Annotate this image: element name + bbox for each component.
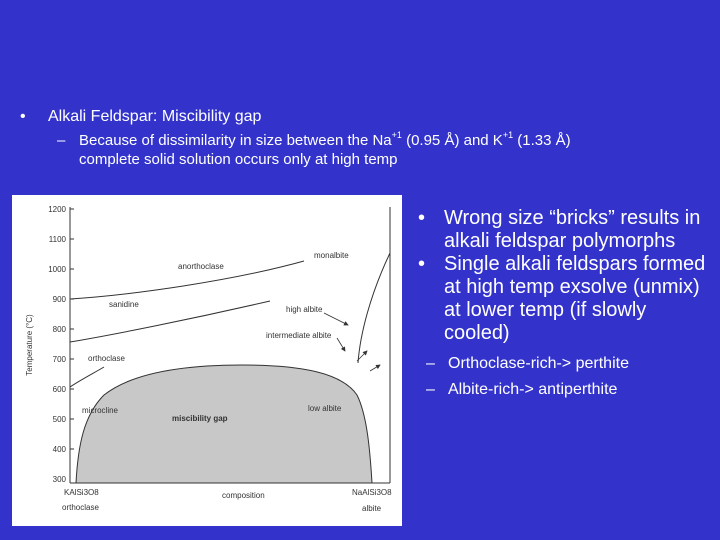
sub-text-after: (1.33 Å): [513, 132, 571, 149]
dash-glyph: –: [426, 381, 435, 398]
x-right-formula: NaAlSi3O8: [352, 488, 392, 497]
label-low-albite: low albite: [308, 404, 342, 413]
label-orthoclase: orthoclase: [88, 354, 125, 363]
y-tick: 300: [52, 475, 66, 484]
x-right-mineral: albite: [362, 504, 382, 513]
y-tick: 400: [52, 445, 66, 454]
main-bullet-text: Alkali Feldspar: Miscibility gap: [48, 108, 262, 125]
bullet-glyph: •: [20, 108, 26, 125]
dash-glyph: –: [57, 132, 66, 149]
sub-text-mid: (0.95 Å) and K: [401, 132, 503, 149]
y-tick: 900: [52, 295, 66, 304]
label-high-albite: high albite: [286, 305, 323, 314]
label-intermediate-albite: intermediate albite: [266, 331, 332, 340]
y-tick: 1000: [48, 265, 66, 274]
boundary-sanidine-orthoclase: [70, 301, 270, 342]
y-tick: 800: [52, 325, 66, 334]
y-tick: 500: [52, 415, 66, 424]
right-bullet-1-text: Wrong size “bricks” results in alkali feldspar polymorphs: [444, 207, 701, 252]
right-bullet-2: [418, 253, 713, 345]
phase-diagram: [12, 195, 402, 526]
y-tick: 700: [52, 355, 66, 364]
bullet-glyph: •: [418, 207, 426, 229]
y-tick: 600: [52, 385, 66, 394]
right-bullet-2-text: Single alkali feldspars formed at high temp exsolve (unmix) at lower temp (if slowly cooled): [444, 253, 706, 344]
label-microcline: microcline: [82, 406, 119, 415]
k-charge: +1: [502, 130, 514, 140]
sub-text-line2: complete solid solution occurs only at high temp: [79, 151, 398, 168]
boundary-monalbite: [358, 253, 390, 363]
label-monalbite: monalbite: [314, 251, 349, 260]
y-tick: 1200: [48, 205, 66, 214]
right-sub-2-text: Albite-rich-> antiperthite: [448, 381, 618, 398]
right-sub-2: [418, 380, 713, 400]
x-center-label: composition: [222, 491, 265, 500]
sub-bullet-text: [79, 131, 699, 169]
bullet-glyph: •: [418, 253, 426, 275]
na-charge: +1: [391, 130, 402, 140]
phase-diagram-svg: [12, 195, 402, 526]
right-bullet-1: [418, 207, 713, 253]
right-sub-1-text: Orthoclase-rich-> perthite: [448, 355, 629, 372]
right-column: [418, 207, 713, 400]
x-left-formula: KAlSi3O8: [64, 488, 99, 497]
right-sub-1: [418, 354, 713, 374]
x-left-mineral: orthoclase: [62, 503, 99, 512]
dash-glyph: –: [426, 355, 435, 372]
label-sanidine: sanidine: [109, 300, 139, 309]
label-anorthoclase: anorthoclase: [178, 262, 224, 271]
miscibility-gap-region: [76, 365, 372, 483]
sub-text-before: Because of dissimilarity in size between the Na: [79, 132, 392, 149]
y-axis-label: Temperature (°C): [25, 314, 34, 376]
boundary-orthoclase-microcline: [70, 367, 104, 387]
y-tick: 1100: [48, 235, 66, 244]
label-miscibility-gap: miscibility gap: [172, 414, 228, 423]
